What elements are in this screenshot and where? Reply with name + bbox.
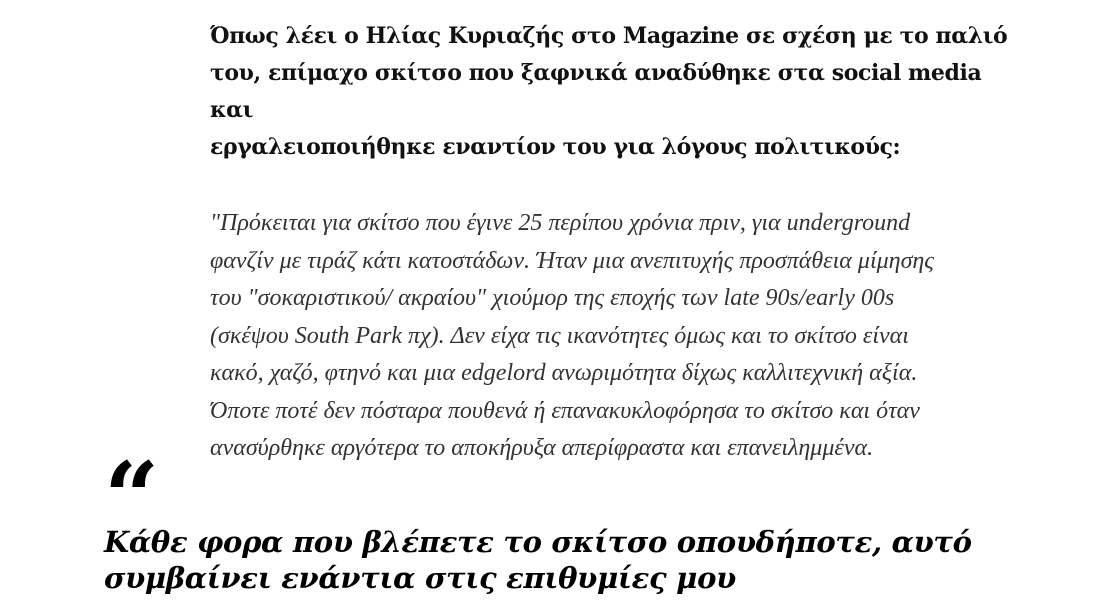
- pull-quote-text: Κάθε φορα που βλέπετε το σκίτσο οπουδήποτε, αυτό συμβαίνει ενάντια στις επιθυμίες μου: [104, 525, 972, 595]
- lead-paragraph: Όπως λέει ο Ηλίας Κυριαζής στο Magazine σε σχέση με το παλιό του, επίμαχο σκίτσο που ξαφνικά αναδύθηκε στα social media και εργαλειοποιήθηκε εναντίον του για λόγους πολιτικούς:: [210, 23, 1008, 160]
- pull-quote: [104, 441, 1004, 596]
- quote-mark-icon: “: [104, 441, 154, 554]
- article-body: [210, 18, 1010, 468]
- quote-paragraph: "Πρόκειται για σκίτσο που έγινε 25 περίπου χρόνια πριν, για underground φανζίν με τιράζ κάτι κατοστάδων. Ήταν μια ανεπιτυχής προσπάθεια μίμησης του "σοκαριστικού/ ακραίου" χιούμορ της εποχής των late 90s/early 00s (σκέψου South Park πχ). Δεν είχα τις ικανότητες όμως και το σκίτσο είναι κακό, χαζό, φτηνό και μια edgelord ανωριμότητα δίχως καλλιτεχνική αξία. Όποτε ποτέ δεν πόσταρα πουθενά ή επανακυκλοφόρησα το σκίτσο και όταν ανασύρθηκε αργότερα το αποκήρυξα απερίφραστα και επανειλημμένα.: [210, 210, 935, 461]
